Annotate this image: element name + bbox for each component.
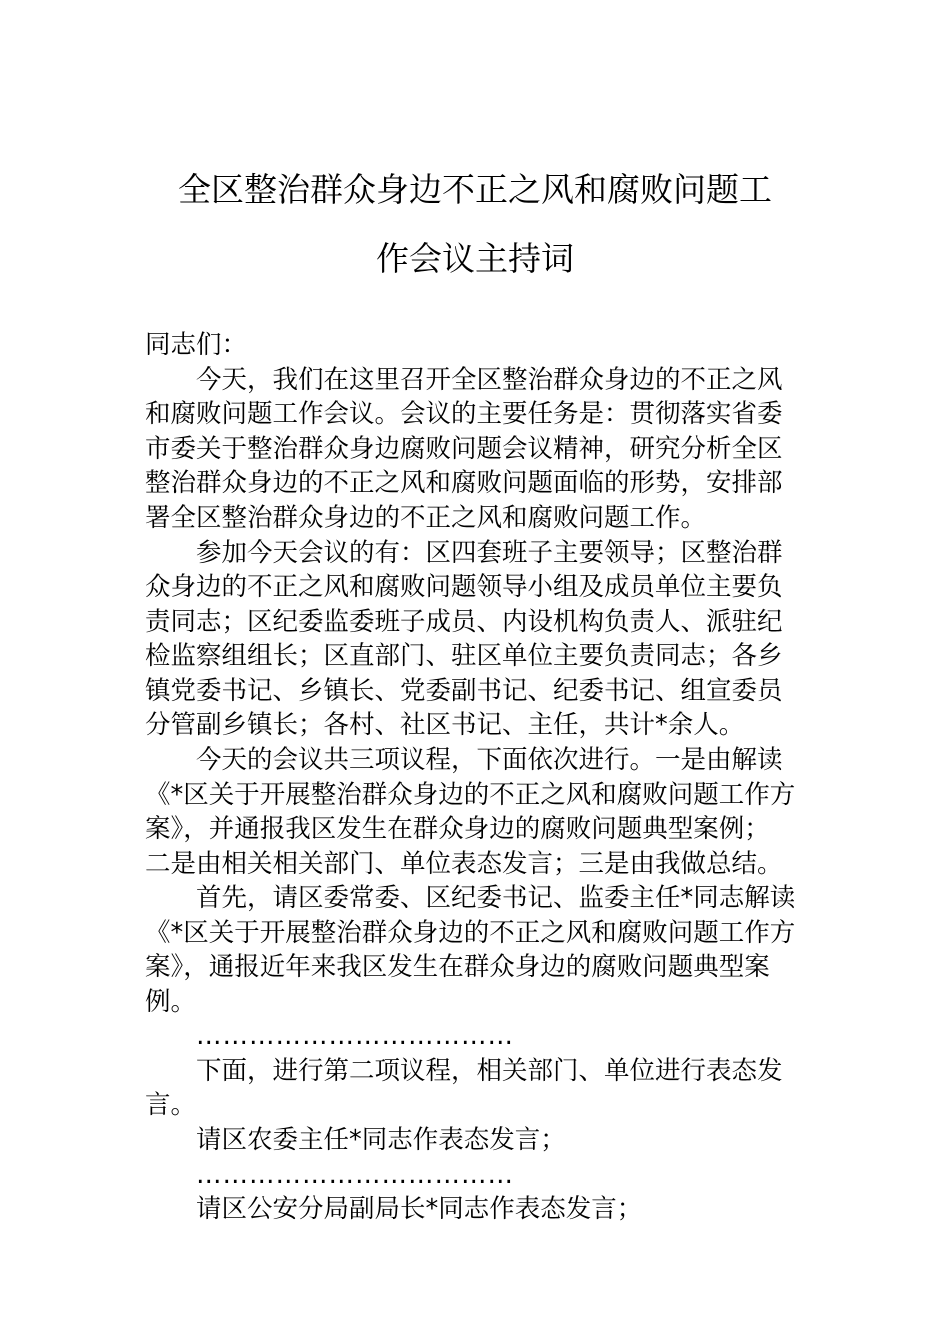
paragraph-line: 责同志；区纪委监委班子成员、内设机构负责人、派驻纪 xyxy=(145,607,783,637)
paragraph-line: 请区农委主任*同志作表态发言； xyxy=(196,1125,566,1155)
paragraph-line: 和腐败问题工作会议。会议的主要任务是：贯彻落实省委 xyxy=(145,399,783,429)
paragraph-line: 检监察组组长；区直部门、驻区单位主要负责同志；各乡 xyxy=(145,641,783,671)
paragraph-line: 下面，进行第二项议程，相关部门、单位进行表态发 xyxy=(196,1056,783,1086)
paragraph-line: 言。 xyxy=(145,1090,197,1120)
salutation: 同志们： xyxy=(145,330,248,360)
paragraph-line: 镇党委书记、乡镇长、党委副书记、纪委书记、组宣委员 xyxy=(145,676,783,706)
ellipsis-line: ……………………………… xyxy=(196,1160,514,1190)
paragraph-line: 案》，并通报我区发生在群众身边的腐败问题典型案例； xyxy=(145,814,770,844)
paragraph-line: 《*区关于开展整治群众身边的不正之风和腐败问题工作方 xyxy=(145,918,796,948)
paragraph-line: 二是由相关相关部门、单位表态发言；三是由我做总结。 xyxy=(145,849,783,879)
paragraph-line: 《*区关于开展整治群众身边的不正之风和腐败问题工作方 xyxy=(145,780,796,810)
paragraph-line: 市委关于整治群众身边腐败问题会议精神，研究分析全区 xyxy=(145,434,783,464)
paragraph-line: 案》，通报近年来我区发生在群众身边的腐败问题典型案 xyxy=(145,952,770,982)
ellipsis-line: ……………………………… xyxy=(196,1021,514,1051)
document-title-line-1: 全区整治群众身边不正之风和腐败问题工 xyxy=(178,170,772,209)
paragraph-line: 众身边的不正之风和腐败问题领导小组及成员单位主要负 xyxy=(145,572,783,602)
paragraph-line: 请区公安分局副局长*同志作表态发言； xyxy=(196,1194,643,1224)
paragraph-line: 参加今天会议的有：区四套班子主要领导；区整治群 xyxy=(196,538,783,568)
paragraph-line: 今天，我们在这里召开全区整治群众身边的不正之风 xyxy=(196,365,783,395)
paragraph-line: 整治群众身边的不正之风和腐败问题面临的形势，安排部 xyxy=(145,468,783,498)
document-title-line-2: 作会议主持词 xyxy=(376,239,574,278)
paragraph-line: 例。 xyxy=(145,987,197,1017)
paragraph-line: 首先，请区委常委、区纪委书记、监委主任*同志解读 xyxy=(196,883,796,913)
paragraph-line: 署全区整治群众身边的不正之风和腐败问题工作。 xyxy=(145,503,707,533)
paragraph-line: 分管副乡镇长；各村、社区书记、主任，共计*余人。 xyxy=(145,710,745,740)
paragraph-line: 今天的会议共三项议程，下面依次进行。一是由解读 xyxy=(196,745,783,775)
